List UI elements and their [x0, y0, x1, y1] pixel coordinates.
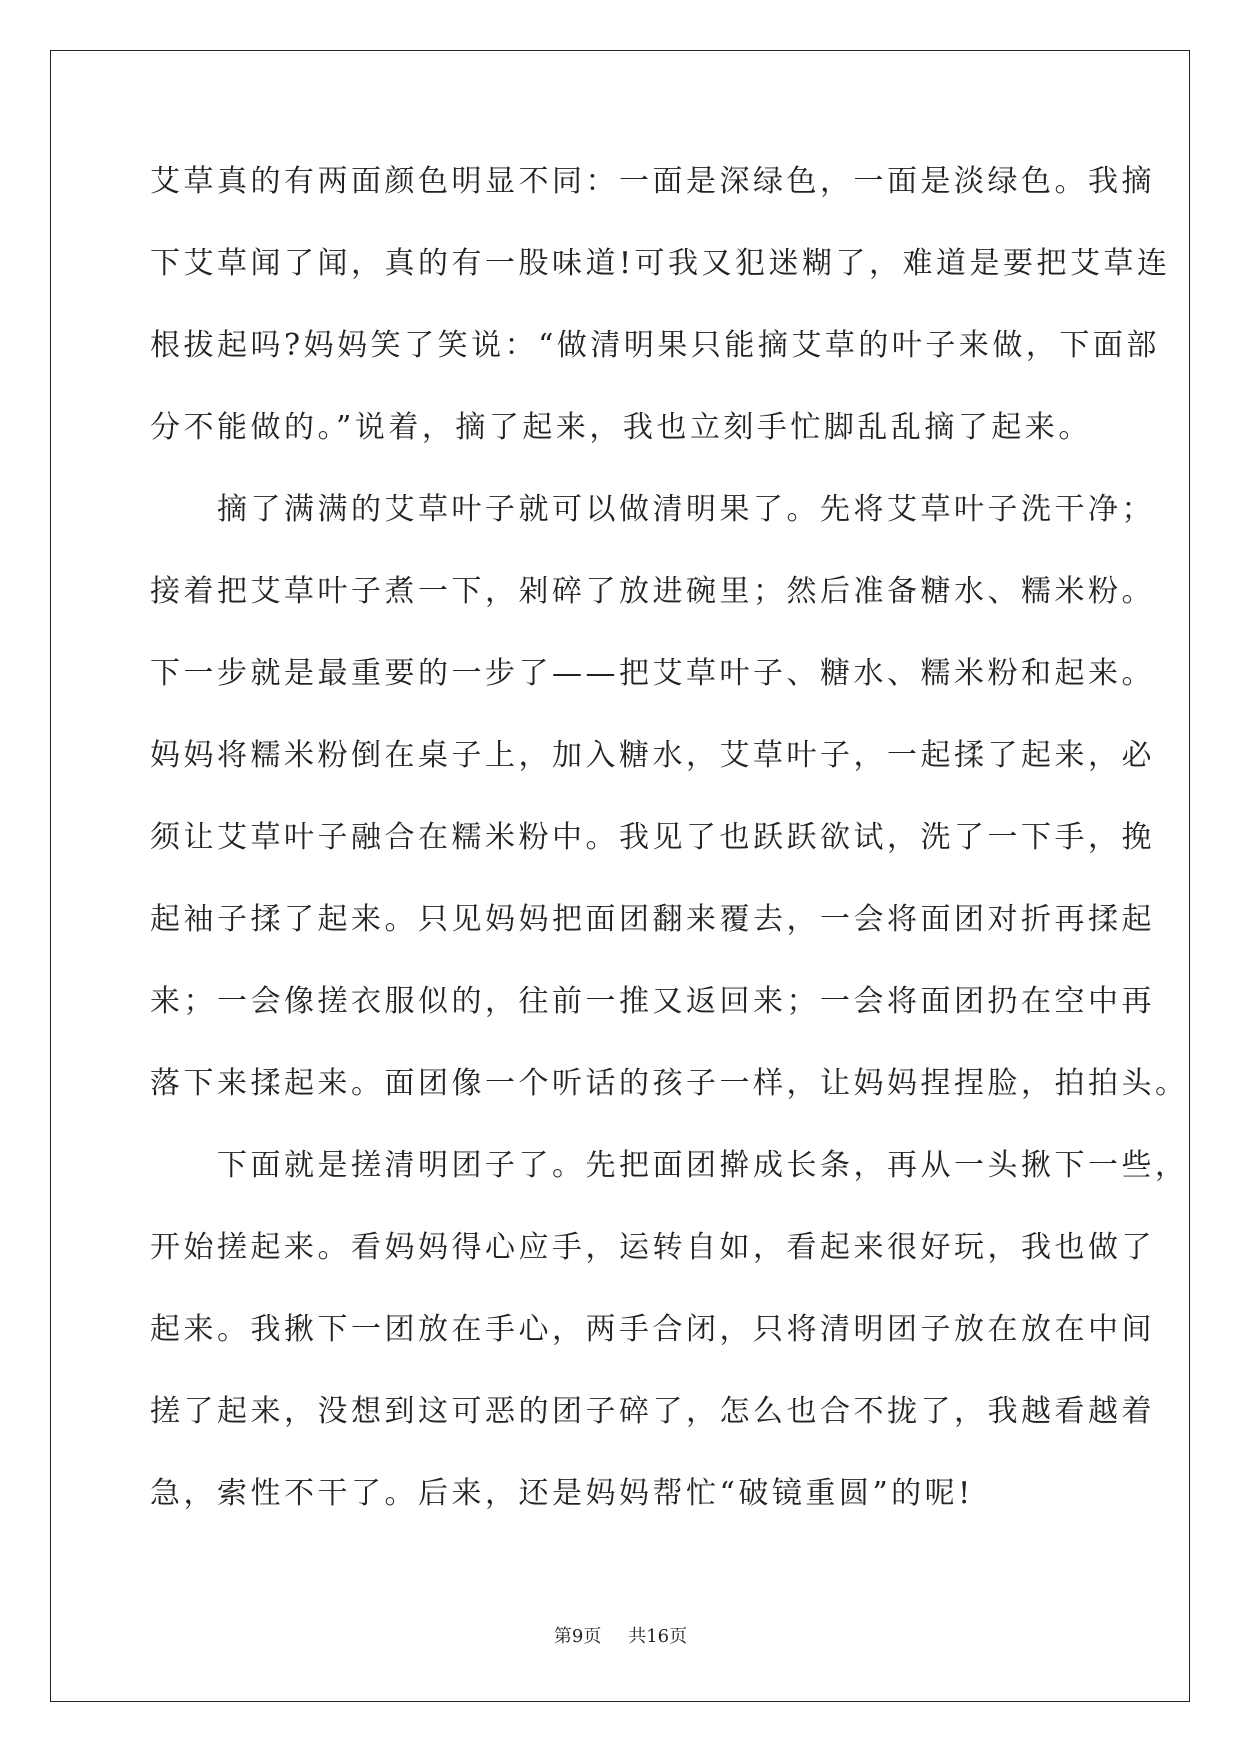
text-line: 下艾草闻了闻，真的有一股味道!可我又犯迷糊了，难道是要把艾草连	[150, 246, 1171, 281]
text-line: 摘了满满的艾草叶子就可以做清明果了。先将艾草叶子洗干净；	[150, 492, 1155, 527]
text-line: 根拔起吗?妈妈笑了笑说：“做清明果只能摘艾草的叶子来做，下面部	[150, 328, 1160, 363]
text-line: 妈妈将糯米粉倒在桌子上，加入糖水，艾草叶子，一起揉了起来，必	[150, 738, 1155, 773]
text-line: 下面就是搓清明团子了。先把面团擀成长条，再从一头揪下一些，	[150, 1148, 1189, 1183]
text-line: 落下来揉起来。面团像一个听话的孩子一样，让妈妈捏捏脸，拍拍头。	[150, 1066, 1189, 1101]
text-line: 开始搓起来。看妈妈得心应手，运转自如，看起来很好玩，我也做了	[150, 1230, 1155, 1265]
text-line: 来；一会像搓衣服似的，往前一推又返回来；一会将面团扔在空中再	[150, 984, 1155, 1019]
page-footer	[0, 1622, 1241, 1648]
text-line: 下一步就是最重要的一步了——把艾草叶子、糖水、糯米粉和起来。	[150, 656, 1155, 691]
text-line: 急，索性不干了。后来，还是妈妈帮忙“破镜重圆”的呢!	[150, 1476, 974, 1511]
page-total: 共16页	[628, 1626, 688, 1647]
text-line: 起袖子揉了起来。只见妈妈把面团翻来覆去，一会将面团对折再揉起	[150, 902, 1155, 937]
page-number: 第9页	[553, 1626, 602, 1647]
document-body	[150, 162, 1189, 1556]
text-line: 须让艾草叶子融合在糯米粉中。我见了也跃跃欲试，洗了一下手，挽	[150, 820, 1155, 855]
text-line: 艾草真的有两面颜色明显不同：一面是深绿色，一面是淡绿色。我摘	[150, 164, 1155, 199]
text-line: 分不能做的。”说着，摘了起来，我也立刻手忙脚乱乱摘了起来。	[150, 410, 1092, 445]
text-line: 起来。我揪下一团放在手心，两手合闭，只将清明团子放在放在中间	[150, 1312, 1155, 1347]
text-line: 搓了起来，没想到这可恶的团子碎了，怎么也合不拢了，我越看越着	[150, 1394, 1155, 1429]
text-line: 接着把艾草叶子煮一下，剁碎了放进碗里；然后准备糖水、糯米粉。	[150, 574, 1155, 609]
